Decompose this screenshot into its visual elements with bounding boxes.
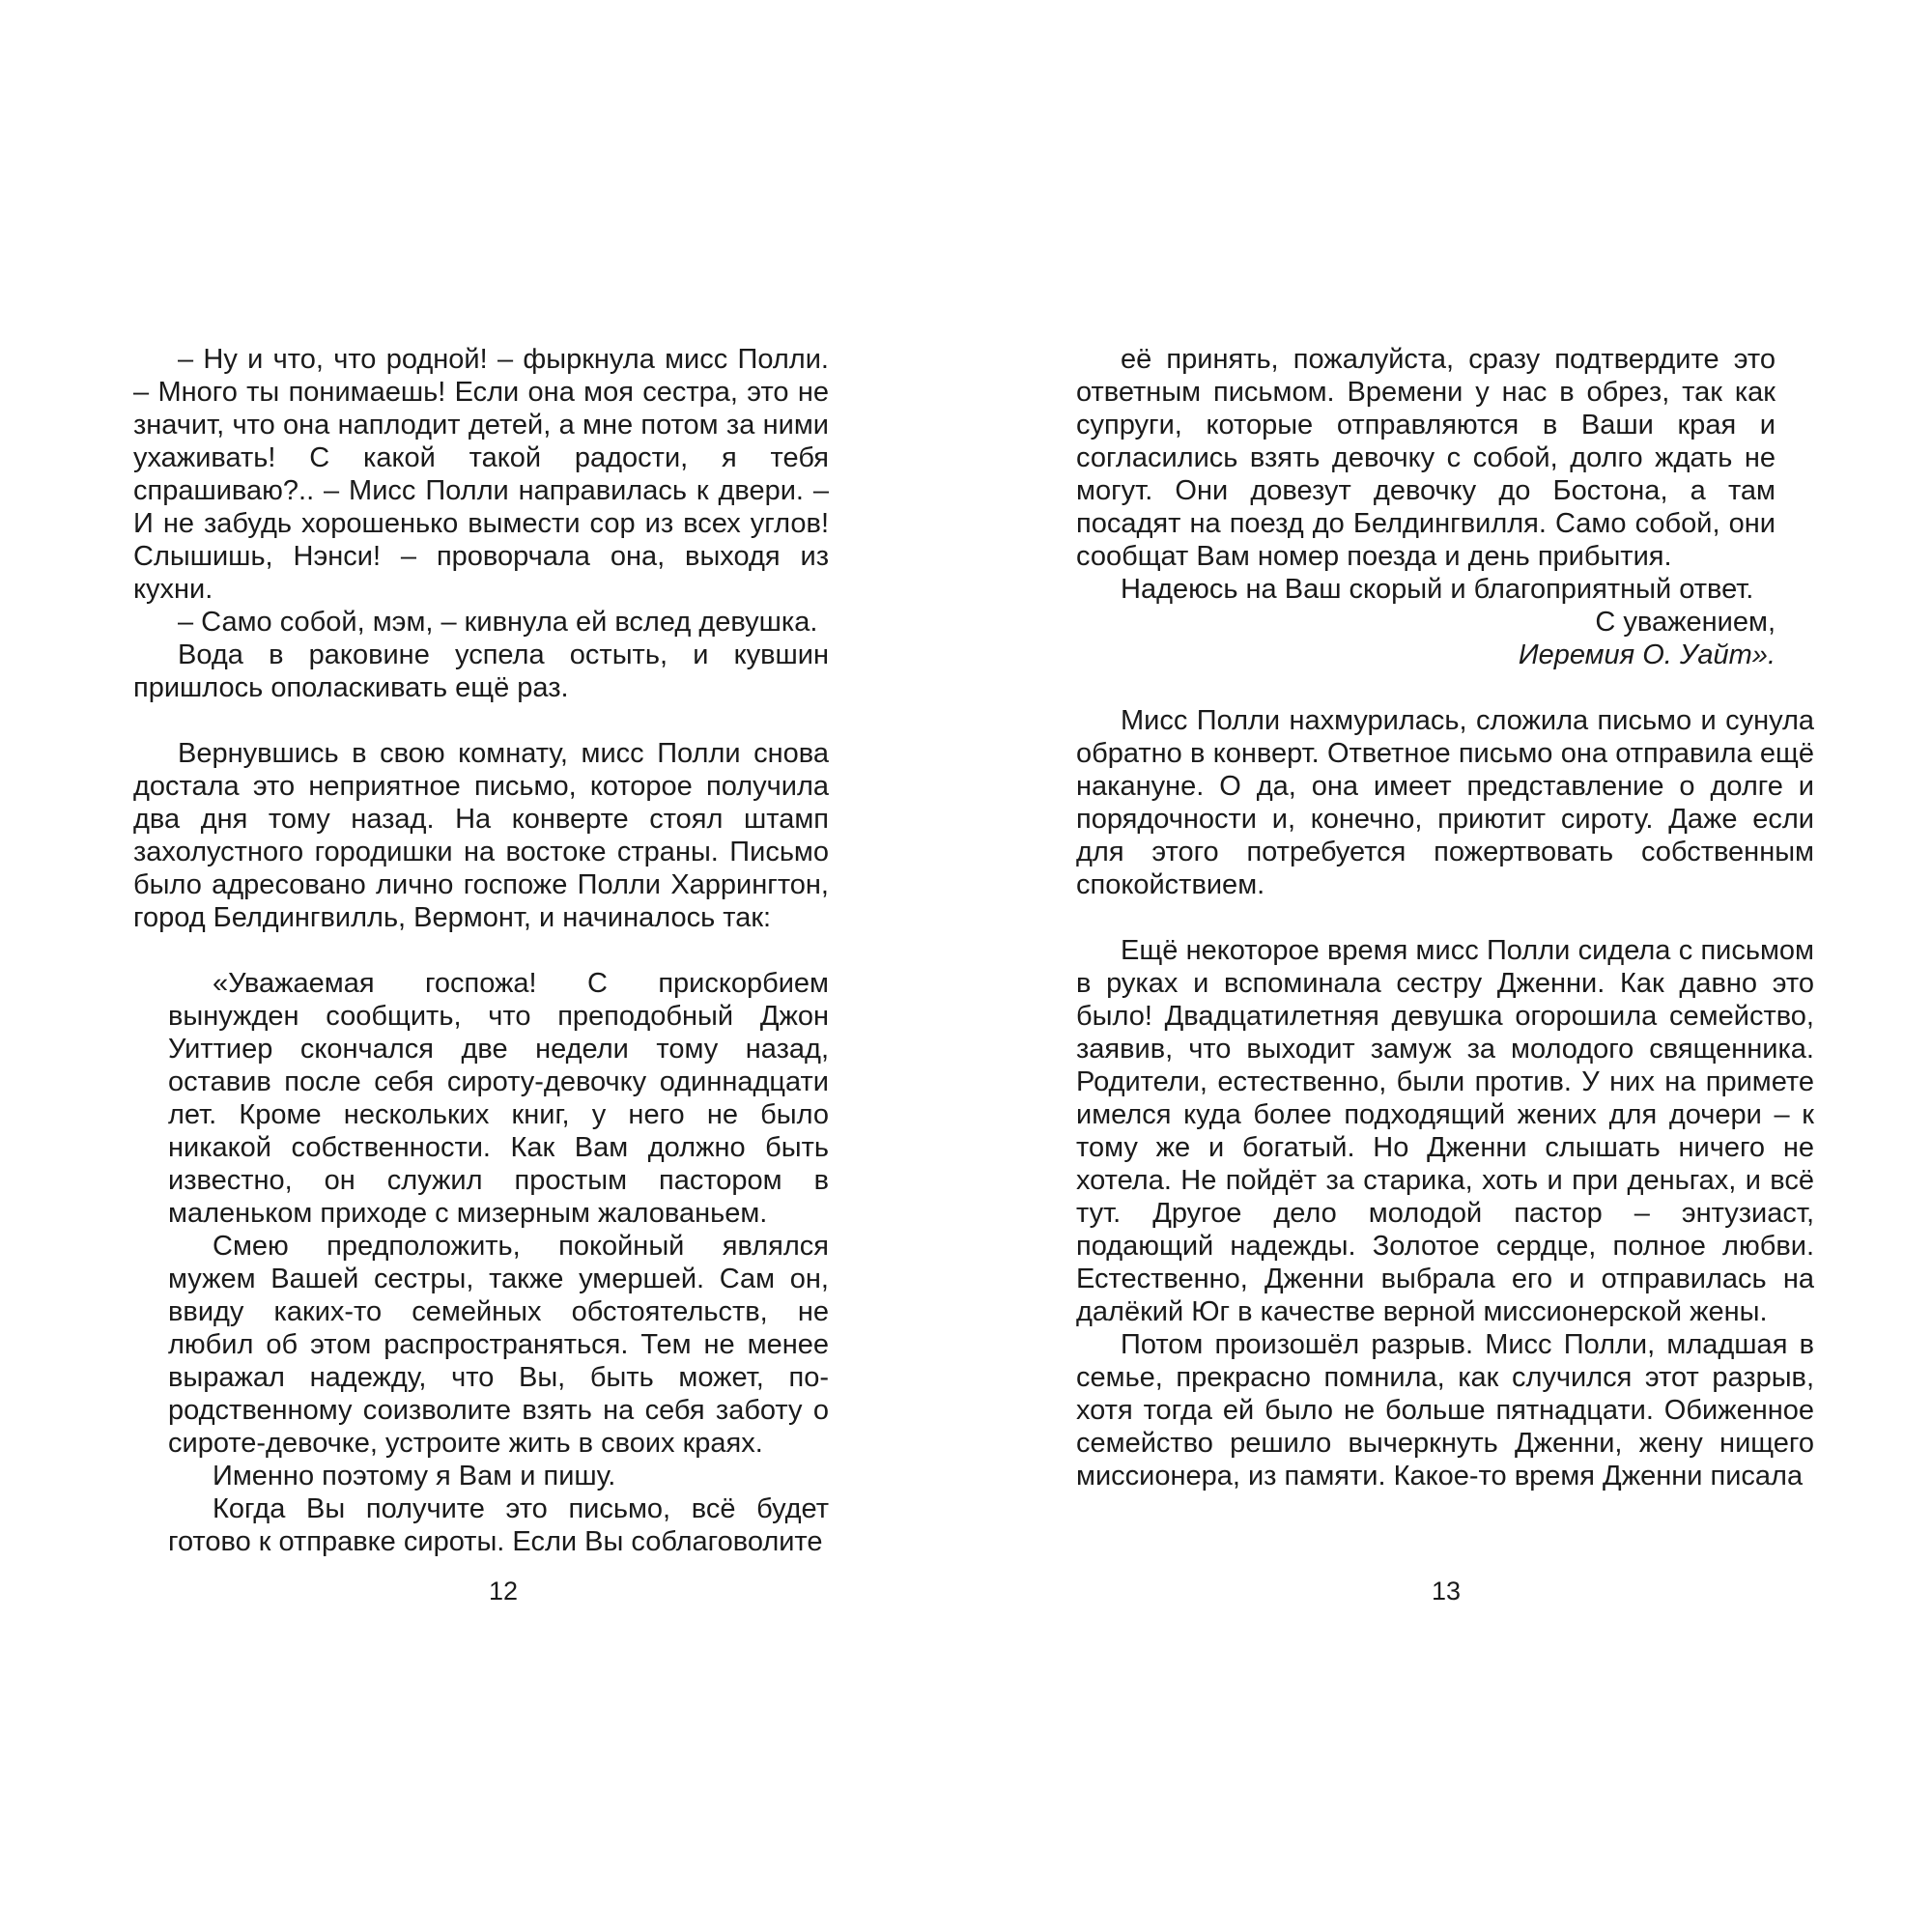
paragraph: Вернувшись в свою комнату, мисс Полли снова достала это неприятное письмо, которое получила два дня тому назад. На конверте стоял штамп захолустного городишки на востоке страны. Письмо было адресовано лично госпоже Полли Харрингтон, город Белдингвилль, Вермонт, и начиналось так: xyxy=(133,738,829,933)
letter-quote-continued xyxy=(1076,343,1776,671)
section-gap xyxy=(1076,901,1814,934)
paragraph: – Само собой, мэм, – кивнула ей вслед девушка. xyxy=(178,607,818,638)
letter-quote xyxy=(168,967,829,1558)
paragraph: Мисс Полли нахмурилась, сложила письмо и сунула обратно в конверт. Ответное письмо она отправила ещё накануне. О да, она имеет представление о долге и порядочности и, конечно, приютит сироту. Даже если для этого потребуется пожертвовать собственным спокойствием. xyxy=(1076,705,1814,900)
letter-paragraph: Когда Вы получите это письмо, всё будет готово к отправке сироты. Если Вы соблаговолите xyxy=(168,1493,829,1557)
section-gap xyxy=(133,704,829,737)
letter-paragraph: «Уважаемая госпожа! С прискорбием вынужден сообщить, что преподобный Джон Уиттиер скончался две недели тому назад, оставив после себя сироту-девочку одиннадцати лет. Кроме нескольких книг, у него не было никакой собственности. Как Вам должно быть известно, он служил простым пастором в маленьком приходе с мизерным жалованьем. xyxy=(168,968,829,1229)
letter-signature: Иеремия О. Уайт». xyxy=(1518,639,1776,670)
section-gap xyxy=(1076,671,1814,704)
letter-closing: С уважением, xyxy=(1595,607,1776,638)
letter-paragraph: Смею предположить, покойный являлся мужем Вашей сестры, также умершей. Сам он, ввиду каких-то семейных обстоятельств, не любил об этом распространяться. Тем не менее выражал надежду, что Вы, быть может, по-родственному соизволите взять на себя заботу о сироте-девочке, устроите жить в своих краях. xyxy=(168,1231,829,1459)
letter-paragraph: Надеюсь на Ваш скорый и благоприятный ответ. xyxy=(1121,574,1754,605)
page-number-left: 12 xyxy=(489,1577,519,1605)
paragraph: – Ну и что, что родной! – фыркнула мисс Полли. – Много ты понимаешь! Если она моя сестра, это не значит, что она наплодит детей, а мне потом за ними ухаживать! С какой такой радости, я тебя спрашиваю?.. – Мисс Полли направилась к двери. – И не забудь хорошенько вымести сор из всех углов! Слышишь, Нэнси! – проворчала она, выходя из кухни. xyxy=(133,344,829,605)
paragraph: Потом произошёл разрыв. Мисс Полли, младшая в семье, прекрасно помнила, как случился этот разрыв, хотя тогда ей было не больше пятнадцати. Обиженное семейство решило вычеркнуть Дженни, жену нищего миссионера, из памяти. Какое-то время Дженни писала xyxy=(1076,1329,1814,1492)
paragraph: Вода в раковине успела остыть, и кувшин пришлось ополаскивать ещё раз. xyxy=(133,639,829,703)
page-number-right: 13 xyxy=(1432,1577,1462,1605)
section-gap xyxy=(133,934,829,967)
letter-paragraph: Именно поэтому я Вам и пишу. xyxy=(213,1461,616,1492)
letter-paragraph: её принять, пожалуйста, сразу подтвердите это ответным письмом. Времени у нас в обрез, так как супруги, которые отправляются в Ваши края и согласились взять девочку с собой, долго ждать не могут. Они довезут девочку до Бостона, а там посадят на поезд до Белдингвилля. Само собой, они сообщат Вам номер поезда и день прибытия. xyxy=(1076,344,1776,572)
paragraph: Ещё некоторое время мисс Полли сидела с письмом в руках и вспоминала сестру Дженни. Как давно это было! Двадцатилетняя девушка огорошила семейство, заявив, что выходит замуж за молодого священника. Родители, естественно, были против. У них на примете имелся куда более подходящий жених для дочери – к тому же и богатый. Но Дженни слышать ничего не хотела. Не пойдёт за старика, хоть и при деньгах, и всё тут. Другое дело молодой пастор – энтузиаст, подающий надежды. Золотое сердце, полное любви. Естественно, Дженни выбрала его и отправилась на далёкий Юг в качестве верной миссионерской жены. xyxy=(1076,935,1814,1327)
left-page xyxy=(133,343,829,1657)
right-page xyxy=(1076,343,1814,1657)
